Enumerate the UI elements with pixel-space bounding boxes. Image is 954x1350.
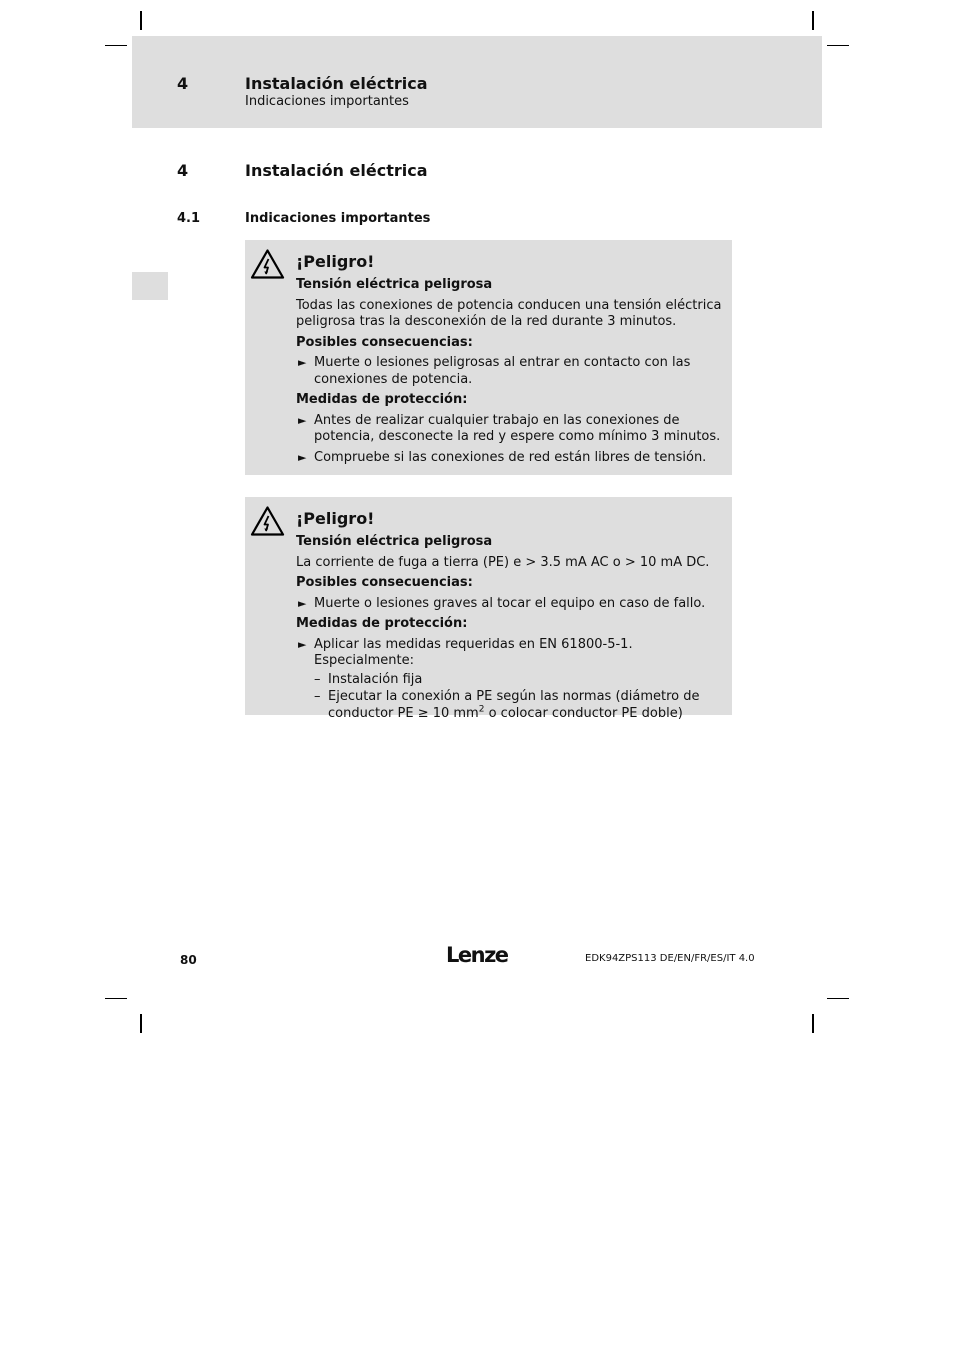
consequences-label: Posibles consecuencias: <box>296 575 473 590</box>
sub-list-item: – Instalación fija <box>314 672 726 689</box>
measures-label: Medidas de protección: <box>296 392 468 407</box>
list-item: ► Compruebe si las conexiones de red están libres de tensión. <box>296 450 726 467</box>
electric-hazard-icon <box>250 248 285 280</box>
electric-hazard-icon <box>250 505 285 537</box>
danger-notice-2 <box>245 497 732 721</box>
crop-mark-bottom-right-h <box>827 998 849 999</box>
header-chapter-title: Instalación eléctrica <box>245 74 428 93</box>
danger-notice-1-content <box>296 252 726 470</box>
danger-title: ¡Peligro! <box>296 509 375 528</box>
page-number: 80 <box>180 953 197 967</box>
list-item <box>296 637 726 723</box>
crop-mark-bottom-left-h <box>105 998 127 999</box>
crop-mark-bottom-left <box>140 1014 142 1033</box>
document-id: EDK94ZPS113 DE/EN/FR/ES/IT 4.0 <box>585 953 755 964</box>
danger-subtitle: Tensión eléctrica peligrosa <box>296 534 493 549</box>
sub-list-item <box>314 689 726 722</box>
subsection-number: 4.1 <box>177 211 201 226</box>
measures-list <box>296 637 726 723</box>
sub-measure-text-a: Ejecutar la conexión a PE según las normas (diámetro de conductor PE ≥ 10 mm <box>328 689 700 721</box>
superscript: 2 <box>478 704 485 715</box>
list-item: ► Antes de realizar cualquier trabajo en las conexiones de potencia, desconecte la red y espere como mínimo 3 minutos. <box>296 413 726 446</box>
sub-measures-list <box>314 672 726 723</box>
danger-text: Todas las conexiones de potencia conducen una tensión eléctrica peligrosa tras la desconexión de la red durante 3 minutos. <box>296 297 722 329</box>
header-band <box>132 36 822 128</box>
side-tab-marker <box>132 272 168 300</box>
danger-notice-1 <box>245 240 732 475</box>
measure-text: Aplicar las medidas requeridas en EN 61800-5-1. Especialmente: <box>314 636 633 668</box>
subsection-title: Indicaciones importantes <box>245 211 431 226</box>
list-item: ► Muerte o lesiones graves al tocar el equipo en caso de fallo. <box>296 596 726 613</box>
consequences-list <box>296 355 726 388</box>
section-number: 4 <box>177 161 189 180</box>
danger-notice-2-content <box>296 509 726 726</box>
list-item: ► Muerte o lesiones peligrosas al entrar en contacto con las conexiones de potencia. <box>296 355 726 388</box>
danger-title: ¡Peligro! <box>296 252 375 271</box>
measures-list <box>296 413 726 467</box>
sub-measure-text-b: o colocar conductor PE doble) <box>484 705 683 721</box>
crop-mark-bottom-right <box>812 1014 814 1033</box>
lenze-logo: Lenze <box>446 943 508 967</box>
crop-mark-top-right <box>812 11 814 30</box>
danger-subtitle: Tensión eléctrica peligrosa <box>296 277 493 292</box>
measures-label: Medidas de protección: <box>296 616 468 631</box>
crop-mark-top-right-h <box>827 45 849 46</box>
header-chapter-number: 4 <box>177 74 189 93</box>
header-section-subtitle: Indicaciones importantes <box>245 94 409 109</box>
crop-mark-top-left-h <box>105 45 127 46</box>
consequences-list <box>296 596 726 613</box>
danger-text: La corriente de fuga a tierra (PE) e > 3.5 mA AC o > 10 mA DC. <box>296 554 710 570</box>
consequences-label: Posibles consecuencias: <box>296 334 473 350</box>
section-title: Instalación eléctrica <box>245 161 428 180</box>
crop-mark-top-left <box>140 11 142 30</box>
